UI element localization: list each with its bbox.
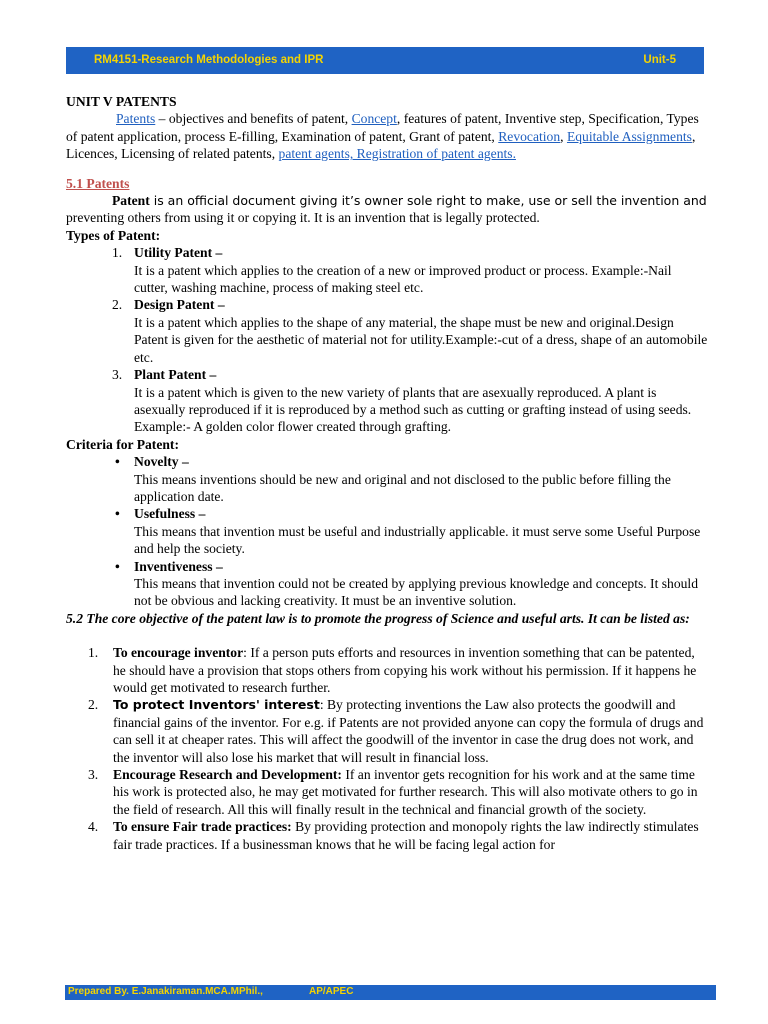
- bullet: •: [115, 454, 120, 470]
- link-patents[interactable]: Patents: [116, 111, 156, 127]
- unit-syllabus: [66, 110, 708, 162]
- patent-definition-line1: [66, 192, 708, 209]
- document-body: [66, 93, 708, 853]
- objective-title: To ensure Fair trade practices:: [113, 819, 292, 835]
- objective-description: : By protecting inventions the Law also protects the goodwill and financial gains of the inventor. For e.g. if Patents are not provided anyone can copy the formula of drugs and can sell it at cheaper rates. This will affect the goodwill of the inventor in case the drug does not work, and the inventor will also lose his market that will result in financial loss.: [113, 697, 704, 765]
- criteria-title: Novelty –: [134, 454, 189, 470]
- list-number: 3.: [88, 767, 99, 783]
- types-heading: Types of Patent:: [66, 227, 161, 243]
- list-number: 4.: [88, 819, 99, 835]
- link-equitable-assignments[interactable]: Equitable Assignments: [566, 128, 692, 144]
- list-number: 1.: [88, 645, 99, 661]
- syllabus-text-3: ,: [560, 128, 567, 144]
- list-number: 1.: [112, 245, 123, 261]
- list-item: [66, 696, 708, 766]
- unit-label: Unit-5: [643, 54, 676, 66]
- criteria-description: This means that invention could not be created by applying previous knowledge and concepts. It should not be obvious and lacking creativity. It must be an inventive solution.: [134, 575, 699, 609]
- list-number: 2.: [112, 297, 123, 313]
- type-description: It is a patent which applies to the creation of a new or improved product or process. Example:-Nail cutter, washing machine, process of making steel etc.: [134, 262, 672, 296]
- list-item: [66, 296, 708, 366]
- link-concept[interactable]: Concept: [351, 111, 397, 127]
- criteria-title: Usefulness –: [134, 506, 206, 522]
- patent-definition-line2: preventing others from using it or copying it. It is an invention that is legally protected.: [66, 210, 540, 226]
- blank-line: [66, 627, 708, 644]
- list-item: [66, 644, 708, 696]
- list-item: [66, 558, 708, 610]
- section-heading-objectives: 5.2 The core objective of the patent law is to promote the progress of Science and useful arts. It can be listed as:: [66, 610, 690, 626]
- list-number: 2.: [88, 697, 99, 713]
- objective-title: To protect Inventors' interest: [113, 697, 320, 713]
- page-header-bar: [66, 47, 704, 74]
- syllabus-text-1: – objectives and benefits of patent,: [155, 111, 352, 127]
- type-description: It is a patent which applies to the shape of any material, the shape must be new and original.Design Patent is given for the aesthetic of material not for utility.Example:-cut of a dress, shape of an automobile etc.: [134, 314, 708, 365]
- type-title: Utility Patent –: [134, 245, 223, 261]
- prepared-by: Prepared By. E.Janakiraman.MCA.MPhil.,: [68, 986, 263, 997]
- patent-definition-text: is an official document giving it’s owner sole right to make, use or sell the invention and: [149, 193, 707, 209]
- criteria-title: Inventiveness –: [134, 558, 223, 574]
- criteria-description: This means inventions should be new and original and not disclosed to the public before filling the application date.: [134, 471, 671, 504]
- type-title: Design Patent –: [134, 297, 225, 313]
- syllabus-text-4: , Licences, Licensing of related patents,: [66, 128, 696, 162]
- criteria-list: [66, 453, 708, 610]
- patent-term: Patent: [112, 193, 150, 209]
- designation: AP/APEC: [309, 986, 354, 997]
- type-description: It is a patent which is given to the new variety of plants that are asexually reproduced. A plant is asexually reproduced if it is reproduced by a method such as cutting or grafting instead of using seeds.: [134, 384, 692, 417]
- objective-title: To encourage inventor: [113, 645, 244, 661]
- course-title: RM4151-Research Methodologies and IPR: [94, 54, 324, 66]
- page-footer-bar: [65, 985, 716, 1000]
- objective-description: If an inventor gets recognition for his work and at the same time his work is protected also, he may get motivated for further research. This will also motivate others to go in the field of research. All this will finally result in the technical and financial growth of the society.: [113, 767, 698, 817]
- objectives-list: [66, 644, 708, 853]
- list-item: [66, 766, 708, 818]
- section-heading-patents: 5.1 Patents: [66, 175, 130, 191]
- types-list: [66, 244, 708, 435]
- bullet: •: [115, 506, 120, 522]
- criteria-description: This means that invention must be useful and industrially applicable. it must serve some Useful Purpose and help the society.: [134, 523, 701, 557]
- type-example: Example:- A golden color flower created through grafting.: [134, 419, 452, 435]
- list-item: [66, 453, 708, 505]
- criteria-heading: Criteria for Patent:: [66, 436, 179, 452]
- list-item: [66, 366, 708, 436]
- list-number: 3.: [112, 367, 123, 383]
- link-revocation[interactable]: Revocation: [498, 128, 561, 144]
- objective-description: By providing protection and monopoly rights the law indirectly stimulates fair trade practices. If a businessman knows that he will be facing legal action for: [113, 819, 699, 852]
- objective-title: Encourage Research and Development:: [113, 767, 342, 783]
- link-patent-agents[interactable]: patent agents, Registration of patent agents.: [278, 146, 516, 162]
- list-item: [66, 818, 708, 853]
- unit-title: UNIT V PATENTS: [66, 94, 177, 109]
- objective-description: : If a person puts efforts and resources in invention something that can be patented, he should have a provision that stops others from copying his work without his permission. If it happens he would get motivated to research further.: [113, 645, 697, 695]
- list-item: [66, 505, 708, 557]
- type-title: Plant Patent –: [134, 367, 217, 383]
- syllabus-text-2: , features of patent, Inventive step, Specification, Types of patent application, process E-filling, Examination of patent, Grant of patent,: [66, 111, 699, 144]
- list-item: [66, 244, 708, 296]
- bullet: •: [115, 558, 120, 574]
